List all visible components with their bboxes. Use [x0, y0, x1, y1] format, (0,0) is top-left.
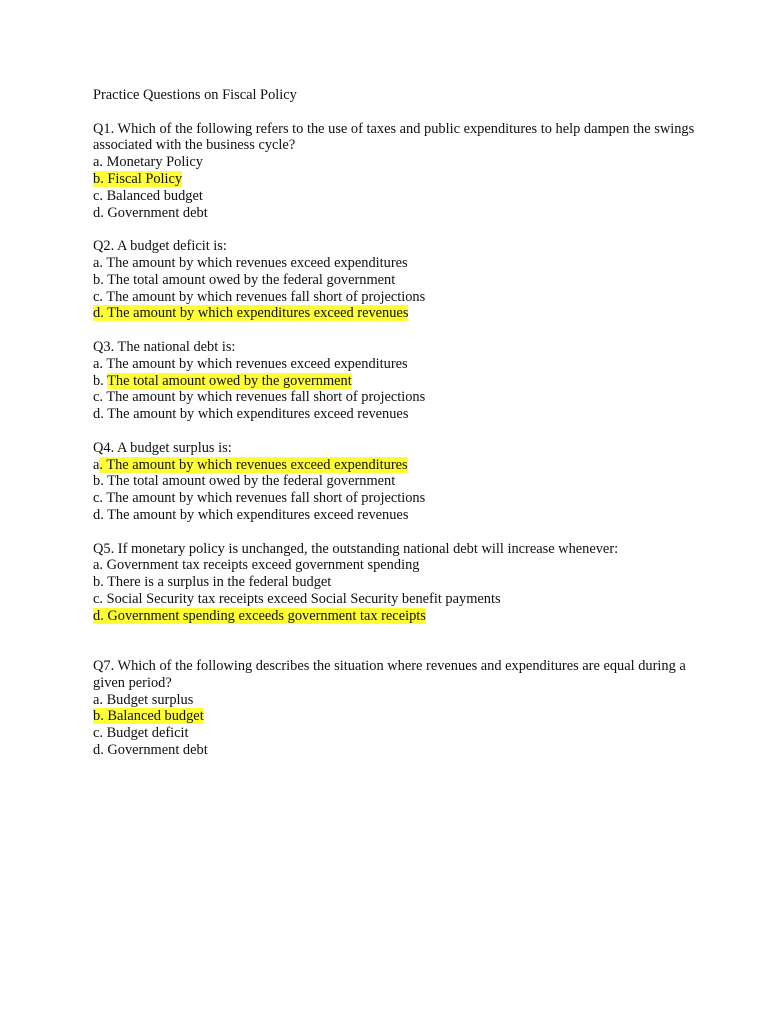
answer-option-highlighted	[93, 305, 733, 322]
option-text: . The amount by which revenues exceed expenditures	[99, 456, 408, 473]
answer-option	[93, 406, 733, 423]
option-text: c. Balanced budget	[93, 187, 203, 204]
option-text: c. The amount by which revenues fall short of projections	[93, 389, 426, 406]
option-text: b. The total amount owed by the federal government	[93, 271, 396, 288]
question-1	[93, 121, 733, 222]
document-page	[93, 87, 733, 776]
answer-option	[93, 289, 733, 306]
answer-option	[93, 255, 733, 272]
answer-option-highlighted	[93, 708, 733, 725]
answer-option	[93, 725, 733, 742]
option-text: d. The amount by which expenditures exceed revenues	[93, 305, 409, 322]
option-text: The total amount owed by the government	[107, 372, 352, 389]
option-text: c. The amount by which revenues fall short of projections	[93, 490, 426, 507]
option-prefix: a	[93, 456, 100, 473]
question-4	[93, 440, 733, 524]
answer-option	[93, 473, 733, 490]
answer-option	[93, 272, 733, 289]
option-text: a. The amount by which revenues exceed expenditures	[93, 355, 408, 372]
option-text: b. Fiscal Policy	[93, 170, 183, 187]
option-text: a. The amount by which revenues exceed expenditures	[93, 254, 408, 271]
question-2	[93, 238, 733, 322]
option-text: d. Government debt	[93, 742, 208, 759]
question-7	[93, 658, 733, 759]
option-text: b. There is a surplus in the federal budget	[93, 574, 332, 591]
answer-option	[93, 356, 733, 373]
answer-option	[93, 490, 733, 507]
answer-option-highlighted	[93, 457, 733, 474]
answer-option	[93, 742, 733, 759]
option-text: a. Monetary Policy	[93, 154, 203, 171]
question-prompt: Q2. A budget deficit is:	[93, 238, 227, 255]
question-prompt: Q5. If monetary policy is unchanged, the outstanding national debt will increase whenever:	[93, 540, 619, 557]
answer-option	[93, 154, 733, 171]
option-text: d. The amount by which expenditures exceed revenues	[93, 406, 409, 423]
option-text: d. Government debt	[93, 204, 208, 221]
option-prefix: b.	[93, 372, 108, 389]
answer-option	[93, 692, 733, 709]
question-3	[93, 339, 733, 423]
answer-option-highlighted	[93, 373, 733, 390]
question-prompt: Q4. A budget surplus is:	[93, 439, 232, 456]
option-text: d. The amount by which expenditures exceed revenues	[93, 506, 409, 523]
option-text: c. Budget deficit	[93, 725, 189, 742]
option-text: a. Government tax receipts exceed government spending	[93, 557, 420, 574]
answer-option	[93, 188, 733, 205]
question-prompt: Q7. Which of the following describes the situation where revenues and expenditures are equal during a given period?	[93, 658, 686, 691]
answer-option-highlighted	[93, 171, 733, 188]
option-text: a. Budget surplus	[93, 691, 194, 708]
option-text: d. Government spending exceeds government tax receipts	[93, 607, 426, 624]
answer-option	[93, 591, 733, 608]
answer-option	[93, 205, 733, 222]
question-prompt: Q1. Which of the following refers to the use of taxes and public expenditures to help dampen the swings associated with the business cycle?	[93, 120, 695, 154]
answer-option	[93, 557, 733, 574]
option-text: c. Social Security tax receipts exceed Social Security benefit payments	[93, 590, 501, 607]
document-title: Practice Questions on Fiscal Policy	[93, 87, 297, 103]
answer-option	[93, 389, 733, 406]
option-text: b. The total amount owed by the federal government	[93, 473, 396, 490]
question-5	[93, 541, 733, 625]
answer-option	[93, 574, 733, 591]
option-text: c. The amount by which revenues fall short of projections	[93, 288, 426, 305]
answer-option	[93, 507, 733, 524]
question-prompt: Q3. The national debt is:	[93, 338, 236, 355]
option-text: b. Balanced budget	[93, 708, 204, 725]
answer-option-highlighted	[93, 608, 733, 625]
